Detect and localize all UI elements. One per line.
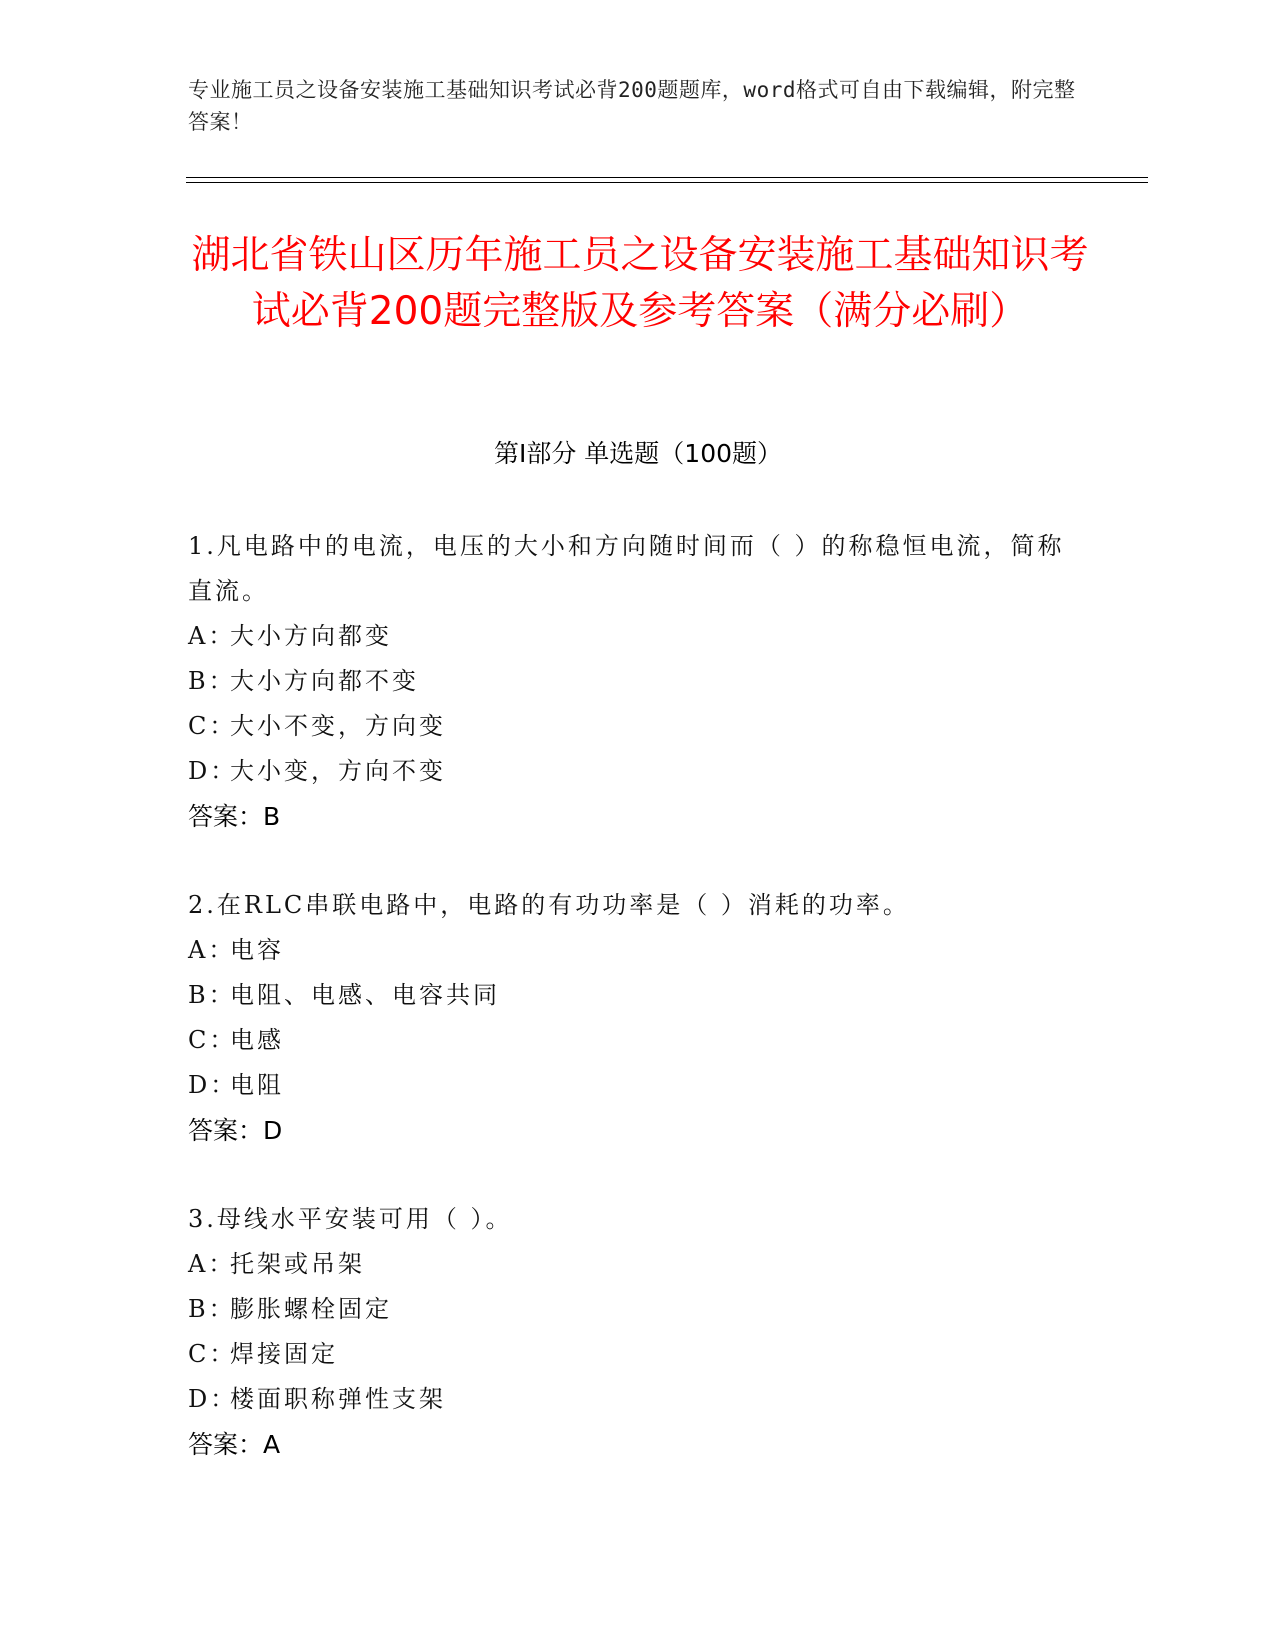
answer-label: 答案： [188, 1116, 264, 1145]
option-key: D： [188, 1385, 238, 1413]
option-c [188, 704, 1088, 749]
option-key: B： [188, 667, 236, 695]
option-text: 电阻 [230, 1071, 284, 1099]
question-list [188, 524, 1088, 1511]
option-text: 托架或吊架 [230, 1250, 365, 1278]
option-b [188, 659, 1088, 704]
option-a [188, 1242, 1088, 1287]
option-b [188, 973, 1088, 1018]
option-text: 电阻、电感、电容共同 [230, 981, 500, 1009]
option-key: C： [188, 1340, 237, 1368]
option-key: A： [188, 622, 236, 650]
option-text: 大小方向都变 [230, 622, 392, 650]
question-stem: 1.凡电路中的电流，电压的大小和方向随时间而（ ）的称稳恒电流，简称直流。 [188, 532, 1065, 605]
answer-line [188, 794, 1088, 839]
option-d [188, 749, 1088, 794]
answer-line [188, 1108, 1088, 1153]
answer-value: B [263, 802, 281, 831]
option-key: C： [188, 712, 237, 740]
header-note: 专业施工员之设备安装施工基础知识考试必背200题题库，word格式可自由下载编辑，附完整答案！ [188, 78, 1076, 134]
question-stem: 2.在RLC串联电路中，电路的有功功率是（ ）消耗的功率。 [188, 891, 910, 919]
option-text: 电容 [230, 936, 284, 964]
option-text: 大小变，方向不变 [230, 757, 446, 785]
option-key: A： [188, 1250, 236, 1278]
option-key: D： [188, 757, 238, 785]
header-rule-bottom [186, 182, 1148, 183]
option-key: B： [188, 981, 236, 1009]
option-text: 楼面职称弹性支架 [230, 1385, 446, 1413]
option-key: C： [188, 1026, 237, 1054]
question-item [188, 1197, 1088, 1467]
answer-value: D [263, 1116, 283, 1145]
option-text: 膨胀螺栓固定 [230, 1295, 392, 1323]
document-title: 湖北省铁山区历年施工员之设备安装施工基础知识考试必背200题完整版及参考答案（满分必刷） [191, 233, 1089, 334]
question-stem: 3.母线水平安装可用（ ）。 [188, 1205, 513, 1233]
option-text: 电感 [230, 1026, 284, 1054]
option-d [188, 1063, 1088, 1108]
option-key: A： [188, 936, 236, 964]
answer-label: 答案： [188, 802, 264, 831]
section-heading: 第I部分 单选题（100题） [493, 439, 783, 468]
option-a [188, 614, 1088, 659]
option-key: B： [188, 1295, 236, 1323]
option-a [188, 928, 1088, 973]
option-d [188, 1377, 1088, 1422]
option-key: D： [188, 1071, 238, 1099]
option-text: 大小不变，方向变 [230, 712, 446, 740]
answer-value: A [263, 1430, 281, 1459]
option-text: 大小方向都不变 [230, 667, 419, 695]
answer-label: 答案： [188, 1430, 264, 1459]
answer-line [188, 1422, 1088, 1467]
option-c [188, 1018, 1088, 1063]
header-rule-top [186, 177, 1148, 178]
question-item [188, 883, 1088, 1153]
question-item [188, 524, 1088, 839]
option-b [188, 1287, 1088, 1332]
option-c [188, 1332, 1088, 1377]
option-text: 焊接固定 [230, 1340, 338, 1368]
